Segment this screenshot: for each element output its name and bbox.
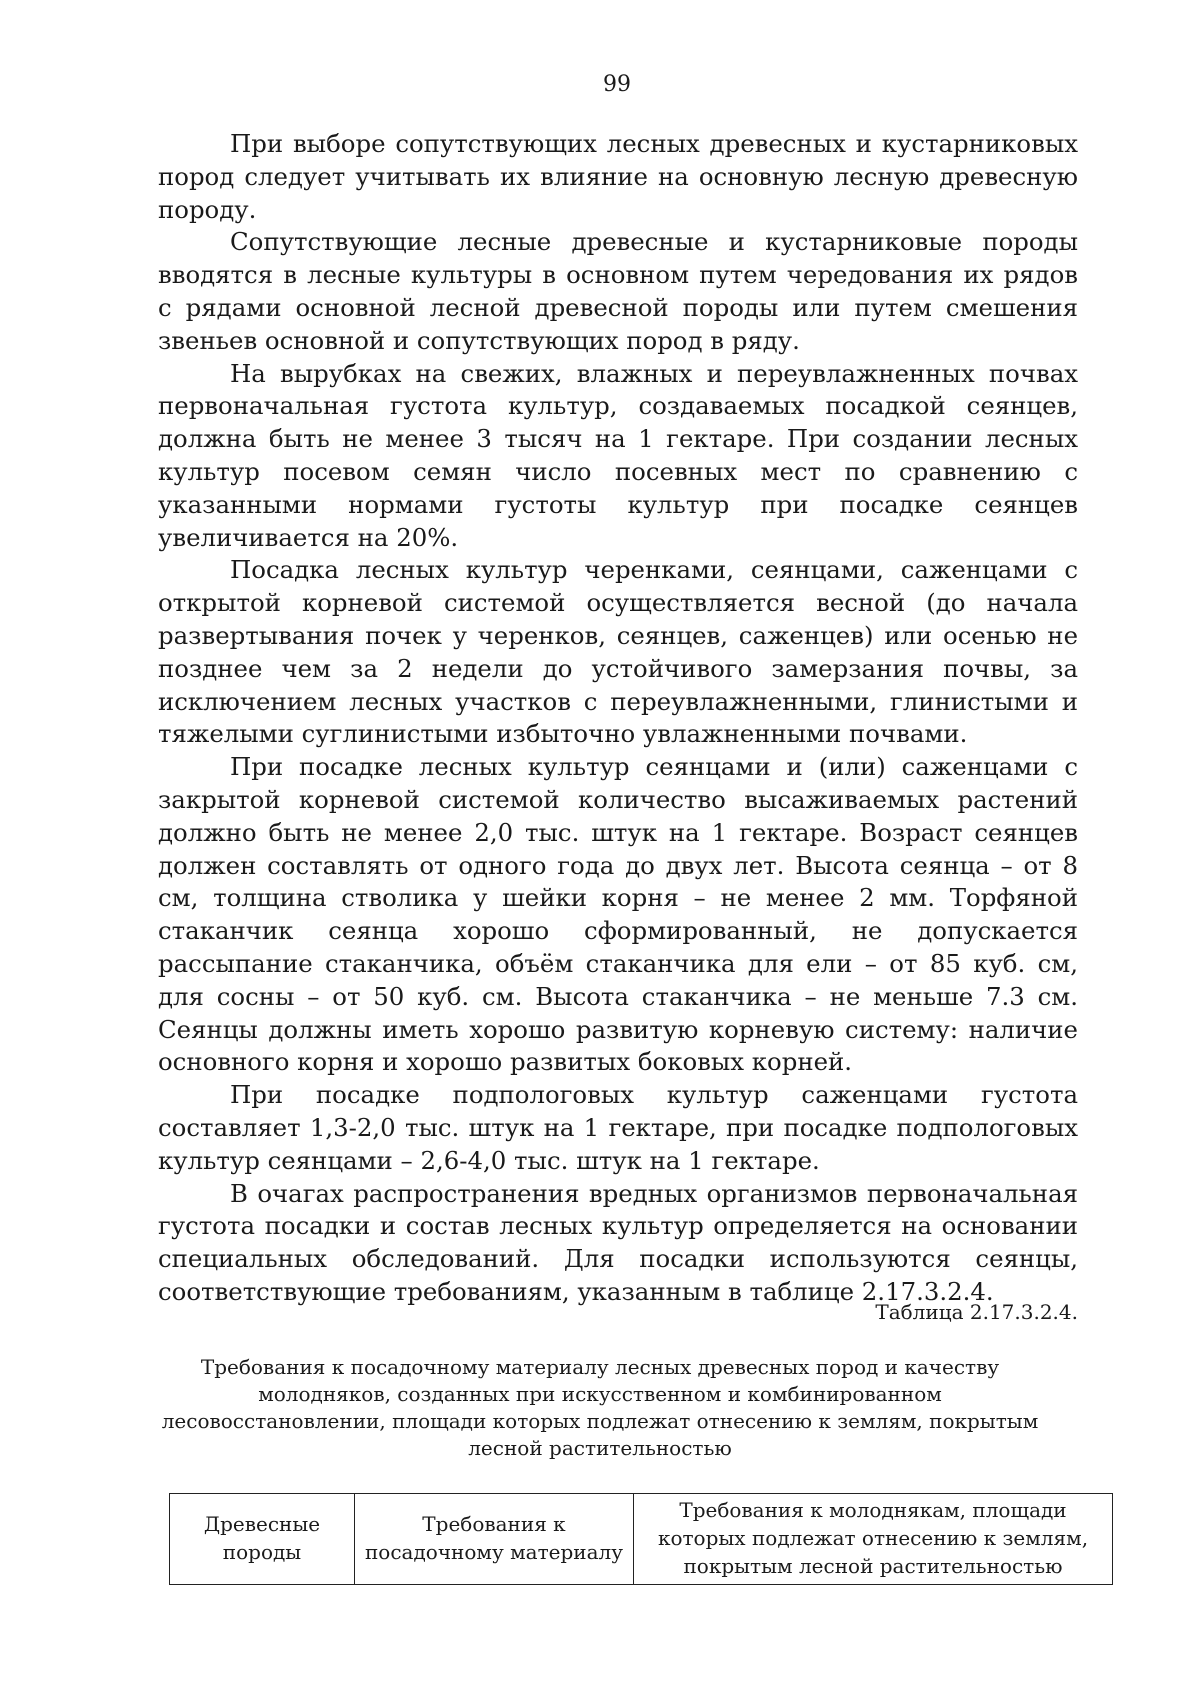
page-number: 99 (603, 72, 631, 97)
header-young-stands: Требования к молоднякам, площади которых подлежат отнесению к землям, покрытым лесной растительностью (634, 1494, 1113, 1585)
paragraph: Сопутствующие лесные древесные и кустарниковые породы вводятся в лесные культуры в основном путем чередования их рядов с рядами основной лесной древесной породы или путем смешения звеньев основной и сопутствующих пород в ряду. (158, 227, 1078, 355)
table-caption: Требования к посадочному материалу лесных древесных пород и качеству молодняков, созданных при искусственном и комбинированном лесовосстановлении, площади которых подлежат отнесению к землям, покрытым лесной растительностью (161, 1355, 1039, 1460)
paragraph: На вырубках на свежих, влажных и переувлажненных почвах первоначальная густота культур, создаваемых посадкой сеянцев, должна быть не менее 3 тысяч на 1 гектаре. При создании лесных культур посевом семян число посевных мест по сравнению с указанными нормами густоты культур при посадке сеянцев увеличивается на 20%. (158, 358, 1078, 552)
requirements-table (169, 1493, 1113, 1585)
paragraph: При посадке подпологовых культур саженцами густота составляет 1,3-2,0 тыс. штук на 1 гектаре, при посадке подпологовых культур сеянцами – 2,6-4,0 тыс. штук на 1 гектаре. (158, 1080, 1078, 1175)
body-text (158, 128, 1078, 1309)
paragraph: В очагах распространения вредных организмов первоначальная густота посадки и состав лесных культур определяется на основании специальных обследований. Для посадки используются сеянцы, соответствующие требованиям, указанным в таблице 2.17.3.2.4. (158, 1178, 1078, 1306)
paragraph: При посадке лесных культур сеянцами и (или) саженцами с закрытой корневой системой количество высаживаемых растений должно быть не менее 2,0 тыс. штук на 1 гектаре. Возраст сеянцев должен составлять от одного года до двух лет. Высота сеянца – от 8 см, толщина стволика у шейки корня – не менее 2 мм. Торфяной стаканчик сеянца хорошо сформированный, не допускается рассыпание стаканчика, объём стаканчика для ели – от 85 куб. см, для сосны – от 50 куб. см. Высота стаканчика – не меньше 7.3 см. Сеянцы должны иметь хорошо развитую корневую систему: наличие основного корня и хорошо развитых боковых корней. (158, 752, 1078, 1077)
paragraph: Посадка лесных культур черенками, сеянцами, саженцами с открытой корневой системой осуществляется весной (до начала развертывания почек у черенков, сеянцев, саженцев) или осенью не позднее чем за 2 недели до устойчивого замерзания почвы, за исключением лесных участков с переувлажненными, глинистыми и тяжелыми суглинистыми избыточно увлажненными почвами. (158, 555, 1078, 749)
header-tree-species: Древесные породы (170, 1494, 355, 1585)
table-number-label: Таблица 2.17.3.2.4. (875, 1300, 1078, 1324)
table-header-row (170, 1494, 1113, 1585)
header-planting-material: Требования к посадочному материалу (355, 1494, 634, 1585)
paragraph: При выборе сопутствующих лесных древесных и кустарниковых пород следует учитывать их влияние на основную лесную древесную породу. (158, 129, 1078, 224)
